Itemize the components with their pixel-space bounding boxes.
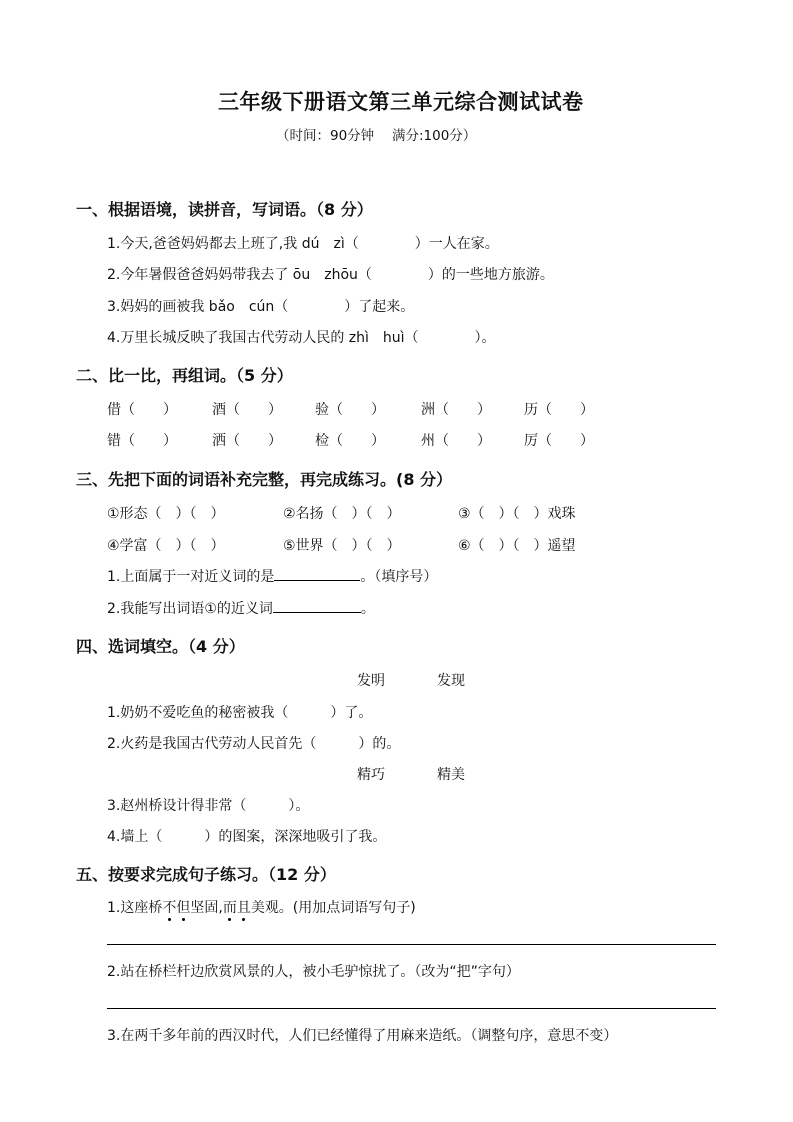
s5-q1-text: 美观。(用加点词语写句子) <box>250 900 416 916</box>
s3-question-1 <box>107 566 437 586</box>
s2-item: 借（ ） <box>107 402 177 418</box>
s5-question-3: 3.在两千多年前的西汉时代，人们已经懂得了用麻来造纸。（调整句序，意思不变） <box>107 1028 618 1044</box>
answer-line-1[interactable] <box>107 944 716 945</box>
s2-item: 错（ ） <box>107 433 177 449</box>
section-1-heading: 一、根据语境，读拼音，写词语。（8 分） <box>76 200 373 219</box>
s3-item: ①形态（ ）（ ） <box>107 506 225 522</box>
s4-word: 发现 <box>437 673 465 689</box>
s2-row-1 <box>107 399 594 419</box>
s4-word-choices-1 <box>357 670 465 690</box>
s4-question-4: 4.墙上（ ）的图案，深深地吸引了我。 <box>107 829 387 845</box>
s2-item: 验（ ） <box>315 402 385 418</box>
s4-word-choices-2 <box>357 764 465 784</box>
s5-q1-text: 坚固, <box>190 900 223 916</box>
s3-q1-note: 。（填序号） <box>360 569 438 585</box>
s5-q1-text: 1.这座桥 <box>107 900 163 916</box>
s3-row-2 <box>107 535 576 555</box>
s4-question-3: 3.赵州桥设计得非常（ ）。 <box>107 798 310 814</box>
page-title: 三年级下册语文第三单元综合测试试卷 <box>218 90 584 114</box>
s1-question-4: 4.万里长城反映了我国古代劳动人民的 zhì huì（ ）。 <box>107 330 496 346</box>
s4-word: 精巧 <box>357 767 385 783</box>
s2-item: 历（ ） <box>524 402 594 418</box>
section-5-heading: 五、按要求完成句子练习。（12 分） <box>76 865 336 884</box>
s1-question-2: 2.今年暑假爸爸妈妈带我去了 ōu zhōu（ ）的一些地方旅游。 <box>107 267 554 283</box>
s3-item: ⑤世界（ ）（ ） <box>283 538 401 554</box>
s3-row-1 <box>107 503 576 523</box>
s2-item: 洲（ ） <box>421 402 491 418</box>
dotted-char: 不 <box>162 900 177 916</box>
s4-word: 发明 <box>357 673 385 689</box>
s3-q1-text: 1.上面属于一对近义词的是 <box>107 569 275 585</box>
s1-question-3: 3.妈妈的画被我 bǎo cún（ ）了起来。 <box>107 299 415 315</box>
dotted-char: 且 <box>236 900 251 916</box>
section-3-heading: 三、先把下面的词语补充完整，再完成练习。(8 分） <box>76 470 453 489</box>
dotted-char: 但 <box>176 900 191 916</box>
page-subtitle: （时间：90分钟 满分:100分） <box>276 128 477 144</box>
s5-question-1 <box>107 897 416 917</box>
section-4-heading: 四、选词填空。（4 分） <box>76 637 245 656</box>
s3-item: ⑥（ ）（ ）遥望 <box>458 538 576 554</box>
s1-question-1: 1.今天,爸爸妈妈都去上班了,我 dú zì（ ）一人在家。 <box>107 236 499 252</box>
s2-row-2 <box>107 430 594 450</box>
s4-question-1: 1.奶奶不爱吃鱼的秘密被我（ ）了。 <box>107 705 373 721</box>
s2-item: 检（ ） <box>315 433 385 449</box>
s2-item: 厉（ ） <box>524 433 594 449</box>
s3-q1-blank[interactable] <box>274 566 360 581</box>
s3-item: ③（ ）（ ）戏珠 <box>458 506 576 522</box>
s2-item: 酒（ ） <box>212 402 282 418</box>
s2-item: 州（ ） <box>421 433 491 449</box>
s3-question-2 <box>107 598 375 618</box>
s3-q2-blank[interactable] <box>273 598 361 613</box>
s3-item: ④学富（ ）（ ） <box>107 538 225 554</box>
s4-word: 精美 <box>437 767 465 783</box>
answer-line-2[interactable] <box>107 1008 716 1009</box>
dotted-char: 而 <box>222 900 237 916</box>
s2-item: 洒（ ） <box>212 433 282 449</box>
s5-question-2: 2.站在桥栏杆边欣赏风景的人，被小毛驴惊扰了。（改为“把”字句） <box>107 964 520 980</box>
s3-item: ②名扬（ ）（ ） <box>283 506 401 522</box>
s3-q2-text: 2.我能写出词语①的近义词 <box>107 601 273 617</box>
s4-question-2: 2.火药是我国古代劳动人民首先（ ）的。 <box>107 736 401 752</box>
section-2-heading: 二、比一比，再组词。（5 分） <box>76 366 293 385</box>
s3-q2-end: 。 <box>360 601 375 617</box>
